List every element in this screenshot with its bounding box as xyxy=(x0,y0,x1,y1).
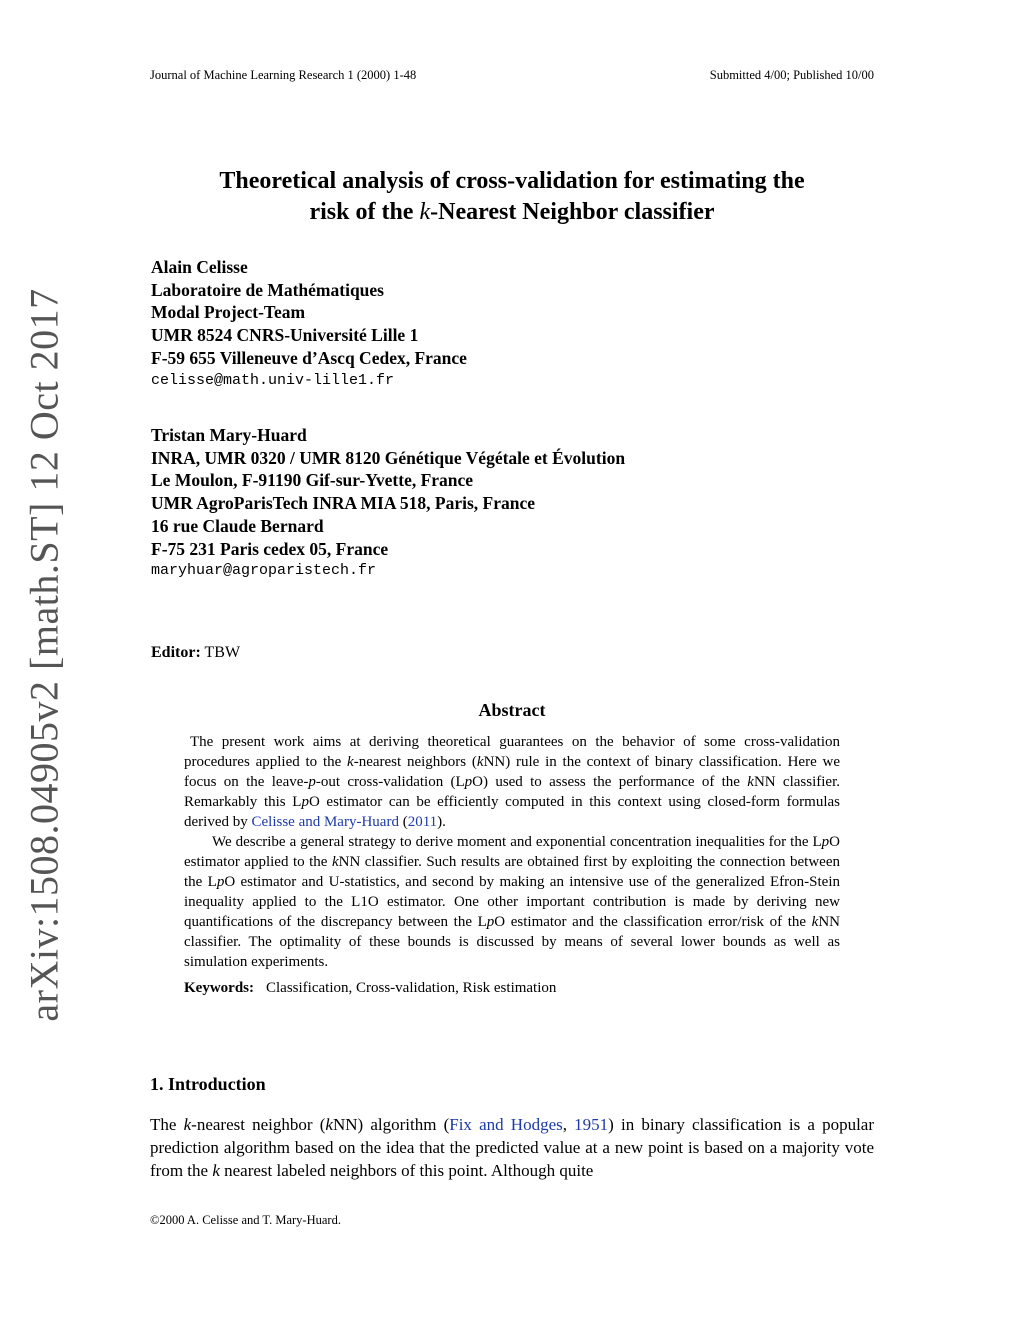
title-text: risk of the xyxy=(309,199,420,225)
author-affiliation: INRA, UMR 0320 / UMR 8120 Génétique Végétale et Évolution xyxy=(151,447,626,468)
paper-title xyxy=(150,166,874,228)
author-name: Tristan Mary-Huard xyxy=(151,425,307,445)
text-run: The xyxy=(150,1115,184,1134)
text-run: O estimator can be efficiently computed in this context using closed-form formulas derived by xyxy=(184,794,840,830)
title-variable-k: k xyxy=(419,199,431,225)
abstract-heading: Abstract xyxy=(478,700,546,720)
abstract-paragraph-2 xyxy=(184,832,840,972)
author-affiliation: UMR 8524 CNRS-Université Lille 1 xyxy=(151,325,419,346)
text-run: NN) rule in the context of binary classification. Here we focus on the leave- xyxy=(184,754,840,790)
keywords-label: Keywords: xyxy=(184,980,254,996)
math-k: k xyxy=(476,754,484,770)
submission-dates: Submitted 4/00; Published 10/00 xyxy=(709,68,874,82)
text-run: ( xyxy=(398,814,408,830)
title-text: -Nearest Neighbor classifier xyxy=(430,199,715,225)
text-run: O) used to assess the performance of the xyxy=(472,774,748,790)
citation-year-link[interactable]: 2011 xyxy=(407,814,438,830)
keywords-line xyxy=(184,978,840,998)
editor-value: TBW xyxy=(204,644,241,661)
math-k: k xyxy=(811,914,819,930)
text-run: NN classifier. Remarkably this L xyxy=(184,774,840,810)
math-p: p xyxy=(308,774,316,790)
title-line-2 xyxy=(150,197,874,228)
abstract-body xyxy=(184,732,840,998)
introduction-body xyxy=(150,1113,874,1182)
text-run: NN classifier. Such results are obtained first by exploiting the connection between the L xyxy=(184,854,840,890)
author-name: Alain Celisse xyxy=(151,257,248,277)
author-affiliation: Modal Project-Team xyxy=(151,302,306,323)
text-run: NN) algorithm ( xyxy=(332,1115,450,1134)
text-run: -nearest neighbors ( xyxy=(353,754,477,770)
math-k: k xyxy=(747,774,754,790)
math-k: k xyxy=(325,1115,333,1134)
journal-header: Journal of Machine Learning Research 1 (2000) 1-48 xyxy=(150,68,417,82)
arxiv-stamp: arXiv:1508.04905v2 [math.ST] 12 Oct 2017 xyxy=(21,288,67,1022)
keywords-value: Classification, Cross-validation, Risk estimation xyxy=(266,980,557,996)
intro-paragraph xyxy=(150,1113,874,1182)
author-affiliation: 16 rue Claude Bernard xyxy=(151,515,324,536)
text-run: NN classifier. The optimality of these bounds is discussed by means of several lower bounds as well as simulation experiments. xyxy=(184,914,840,970)
author-affiliation: F-75 231 Paris cedex 05, France xyxy=(151,538,389,559)
editor-line xyxy=(151,644,240,662)
math-p: p xyxy=(821,834,830,850)
math-k: k xyxy=(183,1115,192,1134)
math-k: k xyxy=(331,854,339,870)
author-affiliation: Laboratoire de Mathématiques xyxy=(151,279,384,300)
math-p: p xyxy=(464,774,473,790)
author-affiliation: F-59 655 Villeneuve d’Ascq Cedex, France xyxy=(151,347,467,368)
text-run: O estimator and the classification error/risk of the xyxy=(494,914,812,930)
text-run: , xyxy=(562,1115,575,1134)
math-k: k xyxy=(212,1161,220,1180)
section-heading-introduction: 1. Introduction xyxy=(150,1074,266,1094)
text-run: ) in binary classification is a popular prediction algorithm based on the idea that the predicted value at a new point is based on a majority vote from the xyxy=(150,1115,874,1180)
author-affiliation: Le Moulon, F-91190 Gif-sur-Yvette, France xyxy=(151,470,474,491)
text-run: -nearest neighbor ( xyxy=(191,1115,326,1134)
author-block-1 xyxy=(151,256,467,392)
text-run: O estimator applied to the xyxy=(184,834,840,870)
citation-link[interactable]: Celisse and Mary-Huard xyxy=(251,814,399,830)
text-run: nearest labeled neighbors of this point. Although quite xyxy=(219,1161,594,1180)
copyright-notice: ©2000 A. Celisse and T. Mary-Huard. xyxy=(150,1213,341,1227)
title-line-1: Theoretical analysis of cross-validation for estimating the xyxy=(219,168,805,194)
author-block-2 xyxy=(151,424,625,583)
text-run: We describe a general strategy to derive moment and exponential concentration inequalities for the L xyxy=(212,834,822,850)
text-run: O estimator and U-statistics, and second by making an intensive use of the generalized Efron-Stein inequality applied to the L1O estimator. One other important contribution is made by deriving new quantifications of the discrepancy between the L xyxy=(184,874,840,930)
editor-label: Editor: xyxy=(151,644,201,661)
text-run: -out cross-validation (L xyxy=(315,774,465,790)
text-run: ). xyxy=(437,814,446,830)
citation-link[interactable]: Fix and Hodges xyxy=(449,1115,563,1134)
abstract-paragraph-1 xyxy=(184,732,840,832)
math-k: k xyxy=(347,754,354,770)
author-email: celisse@math.univ-lille1.fr xyxy=(151,371,395,389)
author-email: maryhuar@agroparistech.fr xyxy=(151,562,377,580)
text-run: The present work aims at deriving theoretical guarantees on the behavior of some cross-validation procedures applied to the xyxy=(184,734,840,770)
math-p: p xyxy=(486,914,495,930)
author-affiliation: UMR AgroParisTech INRA MIA 518, Paris, France xyxy=(151,493,535,514)
math-p: p xyxy=(216,874,225,890)
math-p: p xyxy=(301,794,309,810)
citation-year-link[interactable]: 1951 xyxy=(574,1115,609,1134)
